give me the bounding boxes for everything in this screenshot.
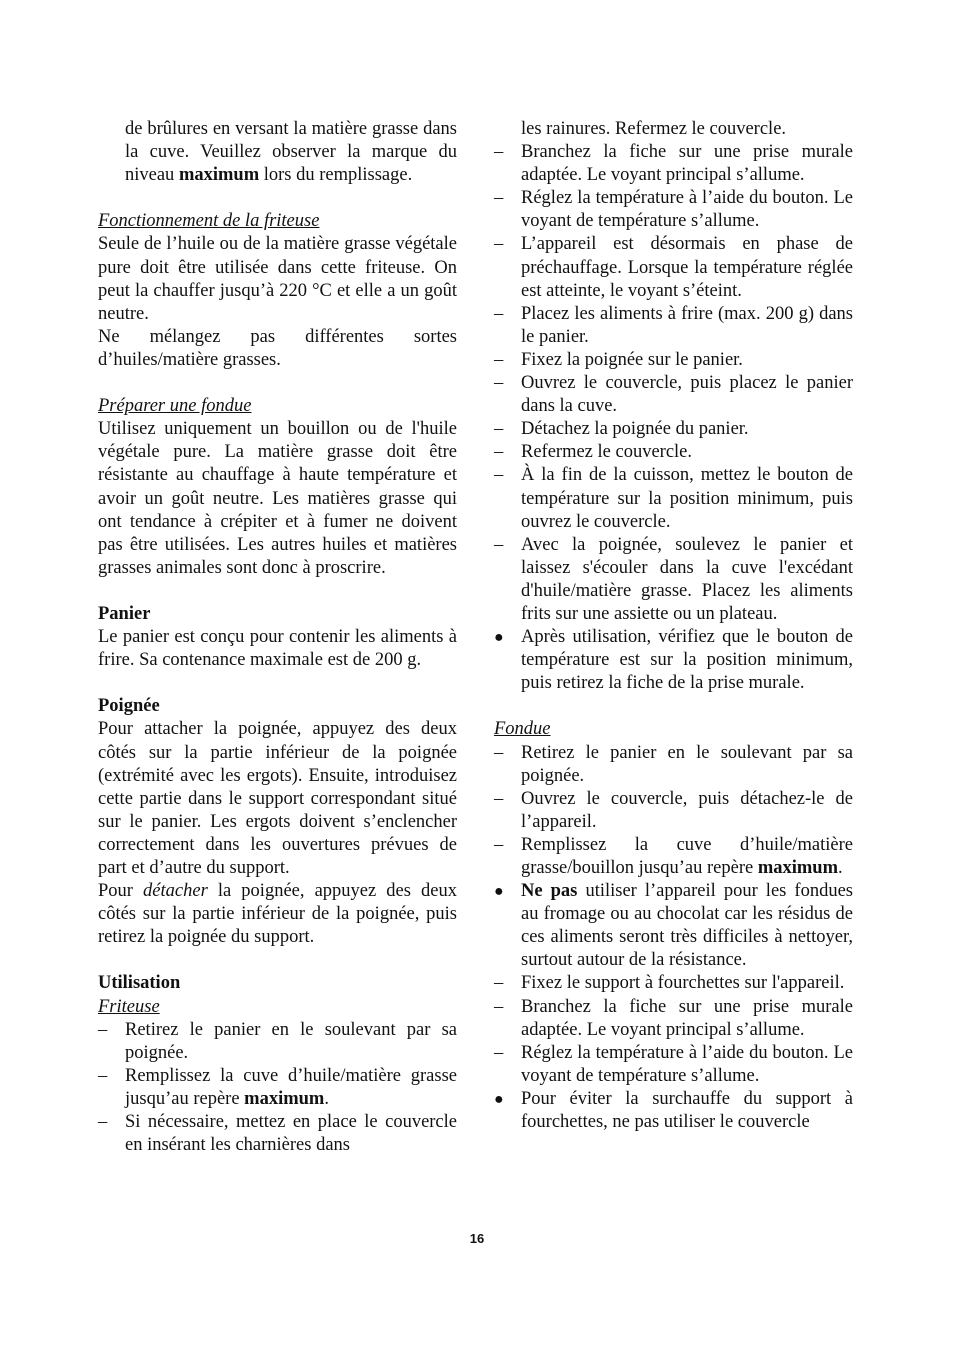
list-item: – L’appareil est désormais en phase de préchauffage. Lorsque la température réglée est atteinte, le voyant s’éteint. bbox=[494, 234, 853, 301]
preparer-paragraph: Utilisez uniquement un bouillon ou de l'huile végétale pure. La matière grasse doit être résistante au chauffage à haute température et avoir un goût neutre. Les matières grasse qui ont tendance à crépiter et à fumer ne doivent pas être utilisées. Les autres huiles et matières grasses animales sont donc à proscrire. bbox=[98, 419, 457, 578]
dash-marker: – bbox=[494, 234, 504, 255]
list-item: – Placez les aliments à frire (max. 200 g) dans le panier. bbox=[494, 303, 853, 347]
dash-marker: – bbox=[98, 1065, 108, 1086]
intro-text-end: lors du remplissage. bbox=[259, 165, 413, 186]
panier-paragraph: Le panier est conçu pour contenir les aliments à frire. Sa contenance maximale est de 200 g. bbox=[98, 627, 457, 671]
dash-marker: – bbox=[494, 303, 504, 324]
fondue-heading: Fondue bbox=[494, 719, 551, 740]
dash-marker: – bbox=[494, 373, 504, 394]
dash-marker: – bbox=[494, 1042, 504, 1063]
list-item: – Branchez la fiche sur une prise murale adaptée. Le voyant principal s’allume. bbox=[494, 142, 853, 186]
list-item: – Branchez la fiche sur une prise murale adaptée. Le voyant principal s’allume. bbox=[494, 996, 853, 1040]
list-item: – Ouvrez le couvercle, puis détachez-le de l’appareil. bbox=[494, 788, 853, 832]
dash-marker: – bbox=[494, 188, 504, 209]
poignee-heading: Poignée bbox=[98, 696, 160, 717]
dash-marker: – bbox=[494, 465, 504, 486]
list-item: – À la fin de la cuisson, mettez le bouton de température sur la position minimum, puis ouvrez le couvercle. bbox=[494, 465, 853, 532]
poignee-paragraph-2: Pour détacher la poignée, appuyez des deux côtés sur la partie inférieur de la poignée, puis retirez la poignée du support. bbox=[98, 881, 458, 948]
dash-marker: – bbox=[494, 973, 504, 994]
list-item: – Détachez la poignée du panier. bbox=[494, 418, 853, 441]
dash-marker: – bbox=[494, 742, 504, 763]
intro-bold: maximum bbox=[178, 165, 260, 186]
utilisation-list bbox=[98, 1019, 457, 1158]
poignee-paragraph: Pour attacher la poignée, appuyez des deux côtés sur la partie inférieur de la poignée (extrémité avec les ergots). Ensuite, introduisez cette partie dans le support correspondant situé sur le panier. Les ergots doivent s’enclencher correctement dans les ouvertures prévues de part et d’autre du support. bbox=[98, 719, 457, 878]
dash-marker: – bbox=[494, 349, 504, 370]
bullet-dot-icon: ● bbox=[494, 1090, 504, 1108]
dash-marker: – bbox=[494, 788, 504, 809]
right-column bbox=[494, 118, 853, 1134]
list-item: – Ouvrez le couvercle, puis placez le panier dans la cuve. bbox=[494, 373, 853, 417]
bullet-dot-icon: ● bbox=[494, 629, 504, 647]
friteuse-subheading: Friteuse bbox=[98, 996, 160, 1017]
dash-marker: – bbox=[494, 996, 504, 1017]
preparer-heading: Préparer une fondue bbox=[98, 396, 252, 417]
list-item: – Retirez le panier en le soulevant par sa poignée. bbox=[98, 1019, 457, 1063]
list-item: – Réglez la température à l’aide du bouton. Le voyant de température s’allume. bbox=[494, 1042, 853, 1086]
continued-text: les rainures. Refermez le couvercle. bbox=[521, 119, 787, 139]
list-item: – Remplissez la cuve d’huile/matière grasse jusqu’au repère maximum. bbox=[98, 1065, 457, 1109]
dash-marker: – bbox=[494, 834, 504, 855]
intro-paragraph bbox=[98, 118, 457, 187]
list-item: – Refermez le couvercle. bbox=[494, 441, 853, 464]
dash-marker: – bbox=[98, 1112, 108, 1133]
list-item: ● Ne pas utiliser l’appareil pour les fondues au fromage ou au chocolat car les résidus de ces aliments seront très difficiles à nettoyer, surtout autour de la résistance. bbox=[494, 881, 853, 971]
fonctionnement-paragraph: Seule de l’huile ou de la matière grasse végétale pure doit être utilisée dans cette friteuse. On peut la chauffer jusqu’à 220 °C et elle a un goût neutre. bbox=[98, 234, 457, 324]
utilisation-heading: Utilisation bbox=[98, 973, 181, 994]
list-item: – Réglez la température à l’aide du bouton. Le voyant de température s’allume. bbox=[494, 188, 853, 232]
page-number: 16 bbox=[469, 1231, 485, 1246]
list-item: – Si nécessaire, mettez en place le couvercle en insérant les charnières dans bbox=[98, 1112, 457, 1156]
list-item: – Retirez le panier en le soulevant par sa poignée. bbox=[494, 742, 853, 786]
list-item: ● Après utilisation, vérifiez que le bouton de température est sur la position minimum, puis retirez la fiche de la prise murale. bbox=[494, 627, 853, 694]
dash-marker: – bbox=[98, 1019, 108, 1040]
fondue-steps-list bbox=[494, 742, 853, 1135]
list-item: ● Pour éviter la surchauffe du support à fourchettes, ne pas utiliser le couvercle bbox=[494, 1088, 853, 1133]
list-item: – Remplissez la cuve d’huile/matière grasse/bouillon jusqu’au repère maximum. bbox=[494, 834, 853, 878]
dash-marker: – bbox=[494, 534, 504, 555]
panier-heading: Panier bbox=[98, 603, 151, 624]
list-item: – Fixez la poignée sur le panier. bbox=[494, 349, 853, 372]
bullet-dot-icon: ● bbox=[494, 883, 504, 901]
fonctionnement-heading: Fonctionnement de la friteuse bbox=[98, 211, 320, 232]
dash-marker: – bbox=[494, 142, 504, 163]
dash-marker: – bbox=[494, 419, 504, 440]
list-item: – Avec la poignée, soulevez le panier et laissez s'écouler dans la cuve l'excédant d'huile/matière grasse. Placez les aliments frits sur une assiette ou un plateau. bbox=[494, 534, 853, 624]
dash-marker: – bbox=[494, 442, 504, 463]
left-column bbox=[98, 118, 457, 1157]
friteuse-steps-list bbox=[494, 141, 853, 695]
intro-text: de brûlures en versant la matière grasse dans la cuve. Veuillez observer la marque du niveau bbox=[125, 119, 457, 186]
fonctionnement-paragraph-2: Ne mélangez pas différentes sortes d’huiles/matière grasses. bbox=[98, 326, 457, 370]
list-item: – Fixez le support à fourchettes sur l'appareil. bbox=[494, 972, 853, 995]
